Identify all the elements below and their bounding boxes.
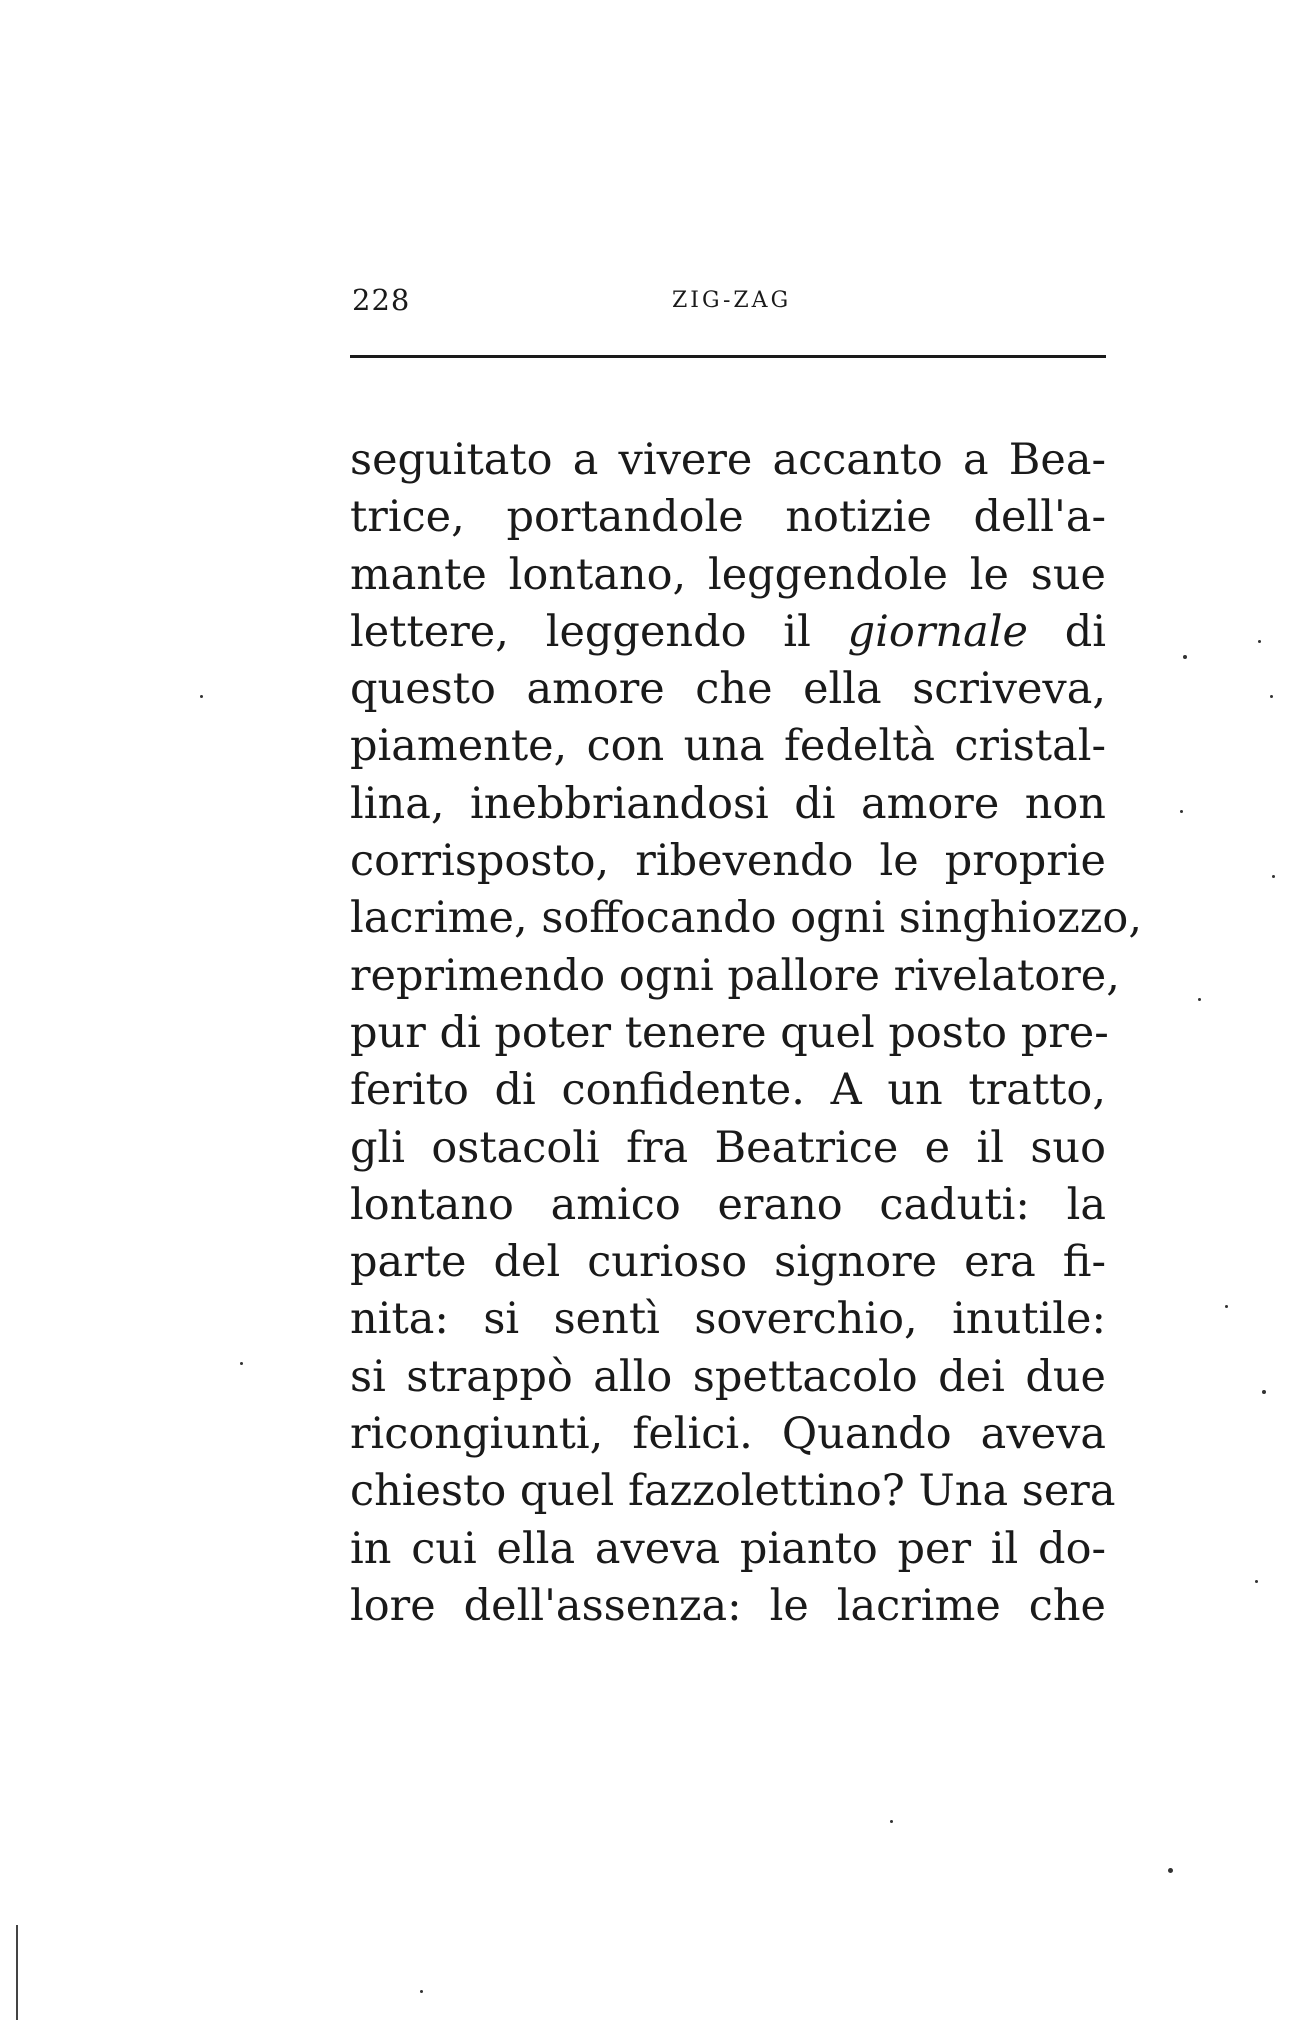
text-line-9: lacrime, soffocando ogni singhiozzo,: [350, 893, 1142, 944]
scan-speck: [1225, 1305, 1228, 1308]
scan-speck: [1255, 1580, 1258, 1583]
scan-speck: [200, 695, 203, 698]
text-line-13: gli ostacoli fra Beatrice e il suo: [350, 1122, 1106, 1173]
text-line-17: si strappò allo spettacolo dei due: [350, 1351, 1106, 1402]
text-line-4: [350, 604, 1106, 661]
text-line-16: nita: si sentì soverchio, inutile:: [350, 1294, 1106, 1345]
text-line-6: piamente, con una fedeltà cristal-: [350, 721, 1106, 772]
text-line-5: questo amore che ella scriveva,: [350, 664, 1106, 715]
page-number: 228: [352, 283, 411, 317]
text-line-12: ferito di confidente. A un tratto,: [350, 1065, 1106, 1116]
text-line-15: parte del curioso signore era fi-: [350, 1237, 1106, 1288]
scan-speck: [1180, 810, 1183, 813]
text-line-4-end: di: [1064, 606, 1107, 657]
text-line-4-start: lettere, leggendo il: [350, 606, 811, 657]
scan-speck: [1183, 655, 1187, 659]
scan-speck: [1198, 998, 1201, 1001]
scan-speck: [1262, 1390, 1266, 1394]
italic-word-giornale: giornale: [847, 606, 1028, 657]
text-line-21: lore dell'assenza: le lacrime che: [350, 1580, 1106, 1631]
text-line-7: lina, inebbriandosi di amore non: [350, 778, 1106, 829]
text-line-11: pur di poter tenere quel posto pre-: [350, 1007, 1109, 1058]
text-line-19: chiesto quel fazzolettino? Una sera: [350, 1466, 1116, 1517]
text-line-1: seguitato a vivere accanto a Bea-: [350, 435, 1106, 485]
scan-speck: [1272, 875, 1275, 878]
text-line-10: reprimendo ogni pallore rivelatore,: [350, 950, 1120, 1001]
header-rule: [350, 355, 1106, 358]
scan-speck: [240, 1362, 243, 1365]
scan-speck: [1258, 640, 1261, 643]
scan-speck: [1270, 695, 1273, 698]
text-line-20: in cui ella aveva pianto per il do-: [350, 1523, 1106, 1574]
text-line-8: corrisposto, ribevendo le proprie: [350, 836, 1106, 887]
scan-mark: [16, 1925, 18, 2020]
text-line-18: ricongiunti, felici. Quando aveva: [350, 1409, 1106, 1460]
text-line-3: mante lontano, leggendole le sue: [350, 549, 1106, 600]
body-text: [350, 432, 1142, 1635]
scan-speck: [1168, 1868, 1173, 1873]
text-line-14: lontano amico erano caduti: la: [350, 1179, 1106, 1230]
scan-speck: [890, 1820, 893, 1823]
scan-speck: [420, 1990, 423, 1993]
text-line-2: trice, portandole notizie dell'a-: [350, 492, 1106, 543]
running-title: ZIG-ZAG: [672, 288, 792, 313]
